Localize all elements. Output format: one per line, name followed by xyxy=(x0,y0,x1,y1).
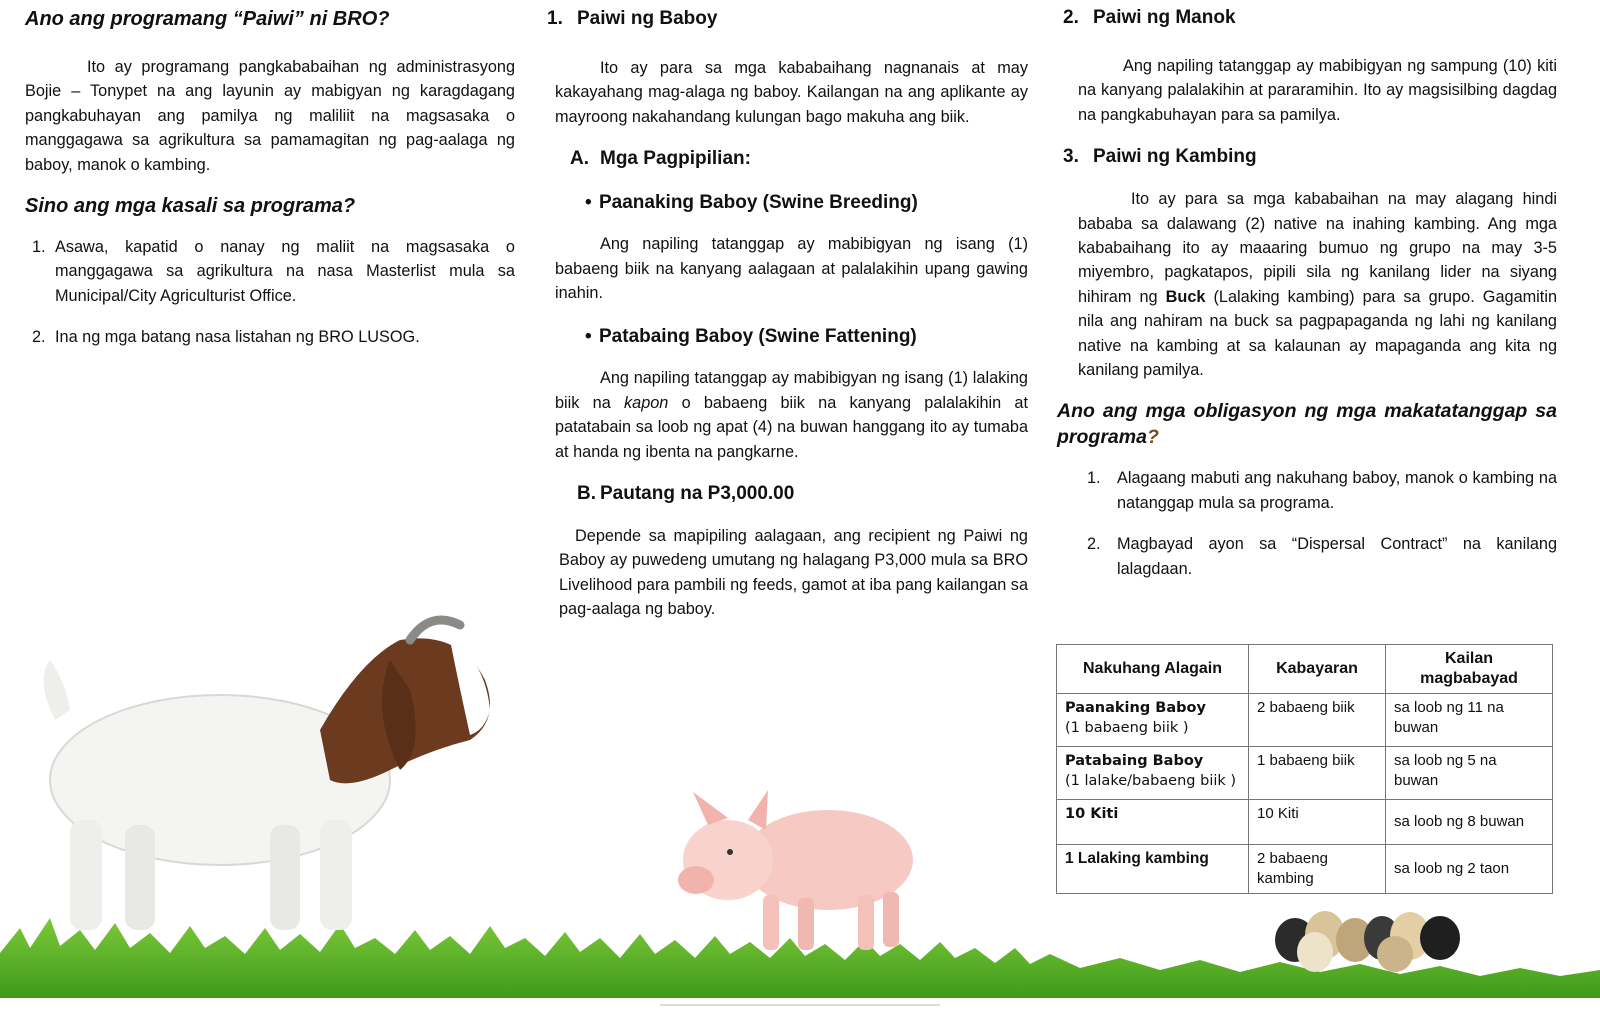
option-patabaing-baboy: • Patabaing Baboy (Swine Fattening) xyxy=(585,326,917,348)
chicks-illustration xyxy=(1270,890,1480,975)
section-heading-manok: 2. Paiwi ng Manok xyxy=(1063,7,1236,28)
column-header: Kabayaran xyxy=(1249,645,1386,694)
column-header: Kailan magbabayad xyxy=(1386,645,1553,694)
table-row: 1 Lalaking kambing 2 babaeng kambing sa loob ng 2 taon xyxy=(1057,845,1553,894)
intro-paragraph: Ito ay programang pangkababaihan ng administrasyong Bojie – Tonypet na ang layunin ay mabigyan ng karagdagang pangkabuhayan ang pamilya ng maliliit na magsasaka o manggagawa sa agrikultura sa pamamagitan ng pag-aalaga ng baboy, manok o kambing. xyxy=(25,58,515,174)
question-who-qualifies: Sino ang mga kasali sa programa? xyxy=(25,195,356,218)
column-manok-kambing xyxy=(1057,0,1557,581)
paanaking-paragraph: Ang napiling tatanggap ay mabibigyan ng isang (1) babaeng biik na kanyang aalagaan at palalakihin upang gawing inahin. xyxy=(555,235,1028,303)
kambing-paragraph: Ito ay para sa mga kababaihan na may alagang hindi bababa sa dalawang (2) native na inahing kambing. Ang mga kababaihang ito ay maaaring bumuo ng grupo na may 3-5 miyembro, pagkatapos, pipili sila ng kanilang lider na siyang hihiram ng Buck (Lalaking kambing) para sa grupo. Gagamitin nila ang nahiram na buck sa pagpapaganda ng lahi ng kanilang native na kambing at sa kalaunan ay mapaganda ang kita ng kanilang pamilya. xyxy=(1078,190,1557,380)
list-item: 1. Asawa, kapatid o nanay ng maliit na magsasaka o manggagawa sa agrikultura na nasa Masterlist mula sa Municipal/City Agriculturist Office. xyxy=(32,238,515,305)
manok-paragraph: Ang napiling tatanggap ay mabibigyan ng sampung (10) kiti na kanyang palalakihin at pararamihin. Ito ay magsisilbing dagdag na pangkabuhayan para sa pamilya. xyxy=(1078,57,1557,124)
table-row: Patabaing Baboy (1 lalake/babaeng biik ) 1 babaeng biik sa loob ng 5 na buwan xyxy=(1057,747,1553,800)
table-header-row xyxy=(1057,645,1553,694)
column-baboy xyxy=(547,0,1028,622)
list-item: 2. Ina ng mga batang nasa listahan ng BRO LUSOG. xyxy=(32,328,420,347)
divider xyxy=(660,1004,940,1006)
subheading-pautang: B. Pautang na P3,000.00 xyxy=(577,483,795,505)
question-obligations: Ano ang mga obligasyon ng mga makatatanggap sa programa? xyxy=(1057,400,1557,449)
goat-illustration xyxy=(30,600,500,960)
option-paanaking-baboy: • Paanaking Baboy (Swine Breeding) xyxy=(585,192,918,214)
pautang-paragraph: Depende sa mapipiling aalagaan, ang recipient ng Paiwi ng Baboy ay puwedeng umutang ng halagang P3,000 mula sa BRO Livelihood para pambili ng feeds, gamot at iba pang kailangan sa pag-aalaga ng baboy. xyxy=(559,527,1028,619)
section-heading-kambing: 3. Paiwi ng Kambing xyxy=(1063,146,1257,168)
pig-illustration xyxy=(668,780,928,960)
section-heading-baboy: 1. Paiwi ng Baboy xyxy=(547,8,718,29)
table-row: 10 Kiti 10 Kiti sa loob ng 8 buwan xyxy=(1057,800,1553,845)
payment-table xyxy=(1056,644,1553,894)
subheading-pagpipilian: A. Mga Pagpipilian: xyxy=(570,148,751,170)
patabaing-paragraph: Ang napiling tatanggap ay mabibigyan ng isang (1) lalaking biik na kapon o babaeng biik na kanyang palalakihin at patatabain sa loob ng apat (4) na buwan hanggang ito ay tumaba at handa ng ibenta na pangkarne. xyxy=(555,369,1028,461)
obligations-list xyxy=(1087,466,1557,581)
list-item: 1. Alagaang mabuti ang nakuhang baboy, manok o kambing na natanggap mula sa programa. xyxy=(1087,469,1557,512)
column-intro xyxy=(25,0,515,350)
column-header: Nakuhang Alagain xyxy=(1057,645,1249,694)
list-item: 2. Magbayad ayon sa “Dispersal Contract” na kanilang lalagdaan. xyxy=(1087,535,1557,578)
table-row: Paanaking Baboy (1 babaeng biik ) 2 babaeng biik sa loob ng 11 na buwan xyxy=(1057,694,1553,747)
baboy-paragraph: Ito ay para sa mga kababaihang nagnanais at may kakayahang mag-alaga ng baboy. Kailangan na ang aplikante ay mayroong nakahandang kulungan bago makuha ang biik. xyxy=(555,59,1028,126)
question-what-is-paiwi: Ano ang programang “Paiwi” ni BRO? xyxy=(25,8,390,30)
eligibility-list xyxy=(25,235,515,350)
